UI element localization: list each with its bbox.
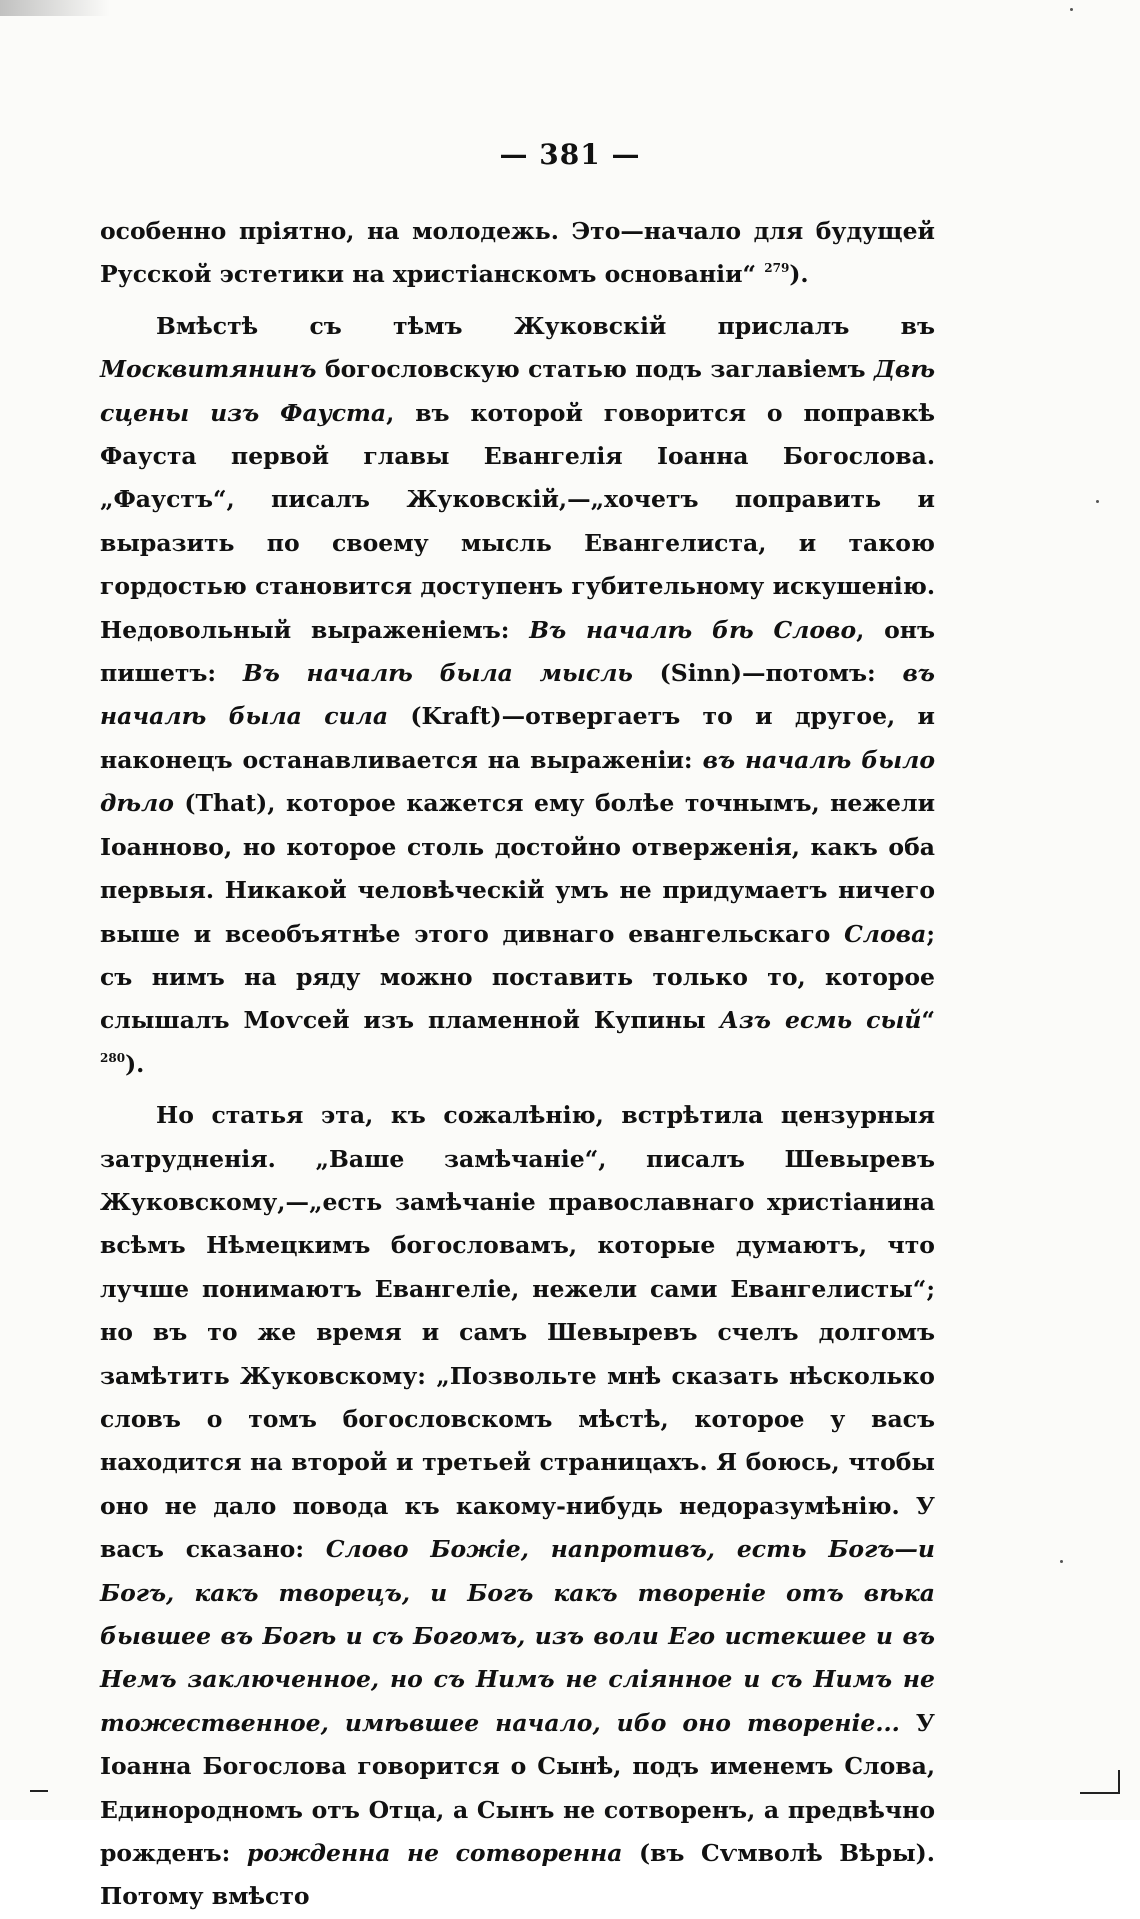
scan-edge-shadow [0,0,110,16]
text-run: “ [921,1006,935,1035]
italic-text: рожденна не сотворенна [246,1839,623,1868]
text-run: ). [125,1049,145,1078]
italic-text: Слова [844,919,927,948]
text-run: особенно пріятно, на молодежь. Это—начало для будущей Русской эстетики на христіанскомъ основаніи“ [100,217,935,289]
italic-text: Въ началѣ была мысль [242,659,633,688]
text-run: ). [789,260,809,289]
page-number: — 381 — [499,138,641,171]
italic-text: Въ началѣ бѣ Слово [529,615,857,644]
text-run: , въ которой говорится о поправкѣ Фауста первой главы Евангелія Іоанна Богослова. „Фаустъ“, писалъ Жуковскій,—„хочетъ поправить и выразить по своему мысль Евангелиста, и такою гордостью становится доступенъ губительному искушенію. Недовольный выраженіемъ: [100,398,935,644]
scan-speck [1060,1560,1063,1563]
text-run: Вмѣстѣ съ тѣмъ Жуковскій прислалъ въ [156,311,935,340]
scan-speck [1096,500,1099,503]
italic-text: Азъ есмь сый [719,1006,922,1035]
text-run: (въ Сѵмволѣ Вѣры). Потому вмѣсто [100,1839,935,1911]
italic-text: Москвитянинъ [100,355,317,384]
text-run: ; съ нимъ на ряду можно поставить только то, которое слышалъ Моѵсей изъ пламенной Купины [100,919,935,1035]
footnote-marker: 280 [100,1050,126,1065]
scan-speck [1070,8,1073,11]
italic-text: въ началѣ было дѣло [100,745,935,818]
italic-text: Двѣ сцены изъ Фауста [100,355,935,427]
body-text [100,210,935,1919]
text-run: У Іоанна Богослова говорится о Сынѣ, подъ именемъ Слова, Единородномъ отъ Отца, а Сынъ не сотворенъ, а предвѣчно рожденъ: [100,1708,935,1868]
text-run: , онъ пишетъ: [100,615,936,688]
crop-mark-bottom-left [30,1790,48,1792]
footnote-marker: 279 [764,261,790,276]
italic-text: Слово Божіе, напротивъ, есть Богъ—и Богъ, какъ творецъ, и Богъ какъ твореніе отъ вѣка бывшее въ Богѣ и съ Богомъ, изъ воли Его истекшее и въ Немъ заключенное, но съ Нимъ не сліянное и съ Нимъ не тожественное, имѣвшее начало, ибо оно твореніе... [100,1535,935,1737]
paragraph-p2 [100,305,935,1086]
text-run: (That), которое кажется ему болѣе точнымъ, нежели Іоанново, но которое столь достойно отверженія, какъ оба первыя. Никакой человѣческій умъ не придумаетъ ничего выше и всеобъятнѣе этого дивнаго евангельскаго [100,789,935,948]
crop-mark-bottom-right [1080,1770,1120,1794]
text-run: (Sinn)—потомъ: [632,659,903,688]
italic-text: въ началѣ была сила [100,659,935,731]
text-run: (Kraft)—отвергаетъ то и другое, и наконецъ останавливается на выраженіи: [100,702,935,774]
text-run: богословскую статью подъ заглавіемъ [316,355,874,384]
paragraph-p1 [100,210,935,297]
text-run: Но статья эта, къ сожалѣнію, встрѣтила цензурныя затрудненія. „Ваше замѣчаніе“, писалъ Шевыревъ Жуковскому,—„есть замѣчаніе православнаго христіанина всѣмъ Нѣмецкимъ богословамъ, которые думаютъ, что лучше понимаютъ Евангеліе, нежели сами Евангелисты“; но въ то же время и самъ Шевыревъ счелъ долгомъ замѣтить Жуковскому: „Позвольте мнѣ сказать нѣсколько словъ о томъ богословскомъ мѣстѣ, которое у васъ находится на второй и третьей страницахъ. Я боюсь, чтобы оно не дало повода къ какому-нибудь недоразумѣнію. У васъ сказано: [100,1101,935,1564]
paragraph-p3 [100,1094,935,1919]
